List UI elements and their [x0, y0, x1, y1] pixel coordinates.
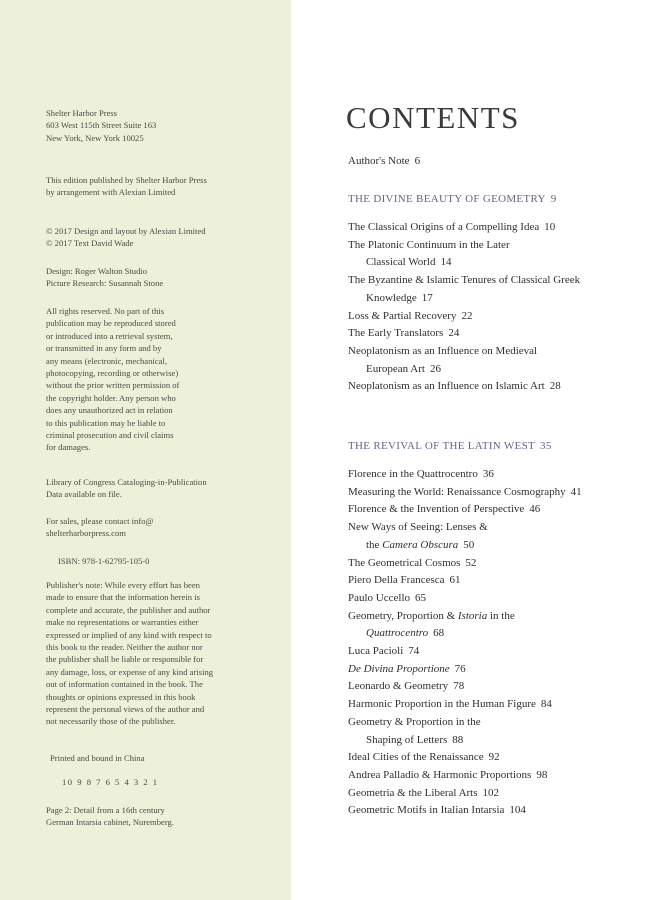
toc-entry[interactable]: [348, 785, 582, 803]
isbn: ISBN: 978-1-62795-105-0: [58, 556, 150, 566]
design-credits: [46, 265, 163, 290]
text-line: or transmitted in any form and by: [46, 343, 162, 354]
toc-entry[interactable]: [348, 290, 580, 308]
printed-in: Printed and bound in China: [50, 753, 145, 763]
toc-entry[interactable]: [348, 466, 582, 484]
text-line: expressed or implied of any kind with respect to: [46, 629, 212, 640]
text-line: this book to the reader. Neither the author nor: [46, 642, 203, 653]
toc-page-number: 26: [429, 362, 441, 375]
toc-entry[interactable]: [348, 325, 580, 343]
text-line: the publisher shall be liable or responsible for: [46, 654, 204, 665]
text-line: out of information contained in the book. The: [46, 679, 203, 690]
toc-entry-title: Loss & Partial Recovery: [348, 309, 457, 322]
toc-page-number: 65: [415, 591, 427, 604]
toc-entry-title: Istoria: [457, 609, 488, 622]
toc-page-number: 22: [461, 309, 473, 322]
toc-entry-title: Neoplatonism as an Influence on Medieval: [348, 344, 538, 357]
toc-page-number: 84: [540, 698, 552, 711]
publishers-note: [46, 579, 213, 728]
toc-page-number: 104: [509, 804, 526, 817]
toc-page-number: 88: [452, 733, 464, 746]
text-line: © 2017 Design and layout by Alexian Limited: [46, 226, 206, 236]
text-line: without the prior written permission of: [46, 380, 180, 391]
section-heading: [348, 193, 557, 205]
toc-entry-title: Andrea Palladio & Harmonic Proportions: [348, 768, 532, 781]
toc-entry-title: Author's Note: [348, 155, 410, 167]
toc-page-number: 78: [453, 680, 465, 693]
toc-page-number: 10: [544, 221, 556, 233]
toc-entry[interactable]: [348, 678, 582, 696]
text-line: publication may be reproduced stored: [46, 318, 176, 329]
toc-entry-title: Piero Della Francesca: [348, 574, 445, 587]
toc-entry[interactable]: [348, 767, 582, 785]
toc-entry-title: Camera Obscura: [382, 538, 459, 551]
text-line: For sales, please contact info@: [46, 516, 154, 526]
toc-entry-title: Geometria & the Liberal Arts: [348, 786, 478, 799]
toc-entry[interactable]: [348, 378, 580, 396]
toc-entry[interactable]: [348, 590, 582, 608]
section-title: THE DIVINE BEAUTY OF GEOMETRY: [348, 193, 546, 205]
text-line: Shelter Harbor Press: [46, 108, 118, 118]
text-line: All rights reserved. No part of this: [46, 306, 165, 316]
toc-entry[interactable]: [348, 661, 582, 679]
copyright-statement: [46, 225, 206, 250]
toc-entry-title: Shaping of Letters: [366, 733, 448, 746]
toc-entry-title: Ideal Cities of the Renaissance: [348, 751, 484, 764]
toc-page-number: 68: [433, 627, 445, 640]
rights-statement: [46, 305, 179, 454]
text-line: or introduced into a retrieval system,: [46, 330, 173, 341]
contents-page: [291, 0, 660, 900]
toc-section-divine-beauty: [348, 219, 580, 396]
toc-page-number: 92: [488, 751, 500, 764]
text-line: complete and accurate, the publisher and author: [46, 604, 211, 615]
toc-section-latin-west: [348, 466, 582, 820]
text-line: make no representations or warranties either: [46, 617, 199, 628]
toc-page-number: 50: [463, 538, 475, 551]
text-line: to this publication may be liable to: [46, 417, 166, 428]
text-line: by arrangement with Alexian Limited: [46, 187, 176, 198]
toc-entry-title: Leonardo & Geometry: [348, 680, 449, 693]
text-line: any means (electronic, mechanical,: [46, 355, 167, 366]
toc-entry[interactable]: [348, 555, 582, 573]
toc-intro: [348, 153, 420, 171]
toc-page-number: 6: [414, 155, 421, 167]
toc-entry-title: Quattrocentro: [366, 627, 429, 640]
toc-entry[interactable]: [348, 643, 582, 661]
toc-entry-title: The Platonic Continuum in the Later: [348, 238, 510, 251]
toc-entry[interactable]: [348, 343, 580, 361]
toc-page-number: 46: [529, 503, 541, 516]
toc-entry-title: Measuring the World: Renaissance Cosmography: [348, 485, 566, 498]
toc-entry-title: The Geometrical Cosmos: [348, 556, 461, 569]
text-line: criminal prosecution and civil claims: [46, 430, 174, 441]
text-line: thoughts or opinions expressed in this book: [46, 691, 196, 702]
text-line: shelterharborpress.com: [46, 528, 126, 539]
toc-page-number: 36: [482, 468, 494, 480]
toc-page-number: 74: [408, 645, 420, 658]
toc-entry-title: The Classical Origins of a Compelling Idea: [348, 221, 540, 233]
frontispiece-caption: [46, 804, 174, 829]
toc-entry[interactable]: [348, 537, 582, 555]
text-line: for damages.: [46, 442, 91, 453]
text-line: Data available on file.: [46, 489, 122, 500]
toc-entry-title: Geometry & Proportion in the: [348, 715, 481, 728]
toc-entry-title: Neoplatonism as an Influence on Islamic Art: [348, 380, 545, 393]
toc-entry[interactable]: [348, 696, 582, 714]
toc-entry-title: De Divina Proportione: [348, 662, 450, 675]
edition-statement: [46, 174, 207, 199]
toc-entry[interactable]: [348, 749, 582, 767]
sales-contact: [46, 515, 153, 540]
toc-page-number: 28: [549, 380, 561, 393]
toc-entry-title: European Art: [366, 362, 425, 375]
toc-entry-title: Luca Pacioli: [348, 645, 404, 658]
toc-page-number: 24: [448, 327, 460, 340]
text-line: not necessarily those of the publisher.: [46, 716, 176, 727]
toc-entry-title: Classical World: [366, 256, 436, 269]
toc-entry-title: The Byzantine & Islamic Tenures of Classical Greek: [348, 274, 581, 287]
toc-entry-title: Florence & the Invention of Perspective: [348, 503, 525, 516]
text-line: This edition published by Shelter Harbor Press: [46, 175, 207, 185]
section-page-number: 35: [540, 440, 552, 452]
toc-entry[interactable]: [348, 219, 580, 237]
toc-entry[interactable]: [348, 272, 580, 290]
toc-entry[interactable]: [348, 608, 582, 626]
text-line: German Intarsia cabinet, Nuremberg.: [46, 817, 174, 828]
toc-page-number: 14: [440, 256, 452, 269]
text-line: made to ensure that the information herein is: [46, 592, 200, 603]
toc-page-number: 102: [482, 786, 500, 799]
toc-entry[interactable]: [348, 732, 582, 750]
text-line: New York, New York 10025: [46, 132, 144, 143]
library-of-congress: [46, 476, 207, 501]
toc-entry[interactable]: [348, 361, 580, 379]
toc-entry-title: Paulo Uccello: [348, 591, 411, 604]
toc-entry-title: New Ways of Seeing: Lenses &: [348, 521, 488, 534]
text-line: Design: Roger Walton Studio: [46, 266, 148, 276]
toc-entry[interactable]: [348, 237, 580, 255]
toc-entry[interactable]: [348, 802, 582, 820]
toc-entry-title: Harmonic Proportion in the Human Figure: [348, 698, 536, 711]
toc-entry[interactable]: [348, 714, 582, 732]
toc-entry-title: Florence in the Quattrocentro: [348, 468, 478, 480]
toc-entry-text: Geometry, Proportion &: [348, 609, 458, 622]
text-line: Publisher's note: While every effort has been: [46, 580, 200, 590]
text-line: photocopying, recording or otherwise): [46, 368, 179, 379]
text-line: the copyright holder. Any person who: [46, 392, 176, 403]
toc-entry[interactable]: [348, 254, 580, 272]
text-line: 603 West 115th Street Suite 163: [46, 120, 157, 131]
toc-entry[interactable]: [348, 519, 582, 537]
print-run: 10 9 8 7 6 5 4 3 2 1: [62, 777, 159, 787]
toc-page-number: 76: [454, 662, 466, 675]
toc-entry[interactable]: [348, 484, 582, 502]
text-line: Page 2: Detail from a 16th century: [46, 805, 165, 815]
toc-page-number: 61: [449, 574, 461, 587]
section-page-number: 9: [550, 193, 557, 205]
toc-page-number: 17: [421, 291, 433, 304]
toc-page-number: 41: [570, 485, 582, 498]
section-title: THE REVIVAL OF THE LATIN WEST: [348, 440, 536, 452]
toc-entry[interactable]: [348, 501, 582, 519]
toc-entry-title: Knowledge: [366, 291, 417, 304]
toc-entry-title: Geometric Motifs in Italian Intarsia: [348, 804, 505, 817]
section-heading: [348, 440, 552, 452]
toc-page-number: 52: [465, 556, 477, 569]
text-line: Picture Research: Susannah Stone: [46, 278, 164, 289]
text-line: any damage, loss, or expense of any kind arising: [46, 666, 214, 677]
toc-entry-title: The Early Translators: [348, 327, 444, 340]
text-line: © 2017 Text David Wade: [46, 238, 134, 249]
toc-entry[interactable]: [348, 625, 582, 643]
toc-page-number: 98: [536, 768, 548, 781]
toc-entry[interactable]: [348, 153, 420, 171]
toc-entry-text: in the: [487, 609, 515, 622]
copyright-page: [0, 0, 291, 900]
text-line: represent the personal views of the author and: [46, 704, 205, 715]
text-line: does any unauthorized act in relation: [46, 405, 173, 416]
toc-entry-text: the: [366, 538, 383, 551]
text-line: Library of Congress Cataloging-in-Publication: [46, 477, 207, 487]
contents-title: CONTENTS: [346, 100, 520, 135]
toc-entry[interactable]: [348, 308, 580, 326]
toc-entry[interactable]: [348, 572, 582, 590]
publisher-address: [46, 107, 156, 144]
